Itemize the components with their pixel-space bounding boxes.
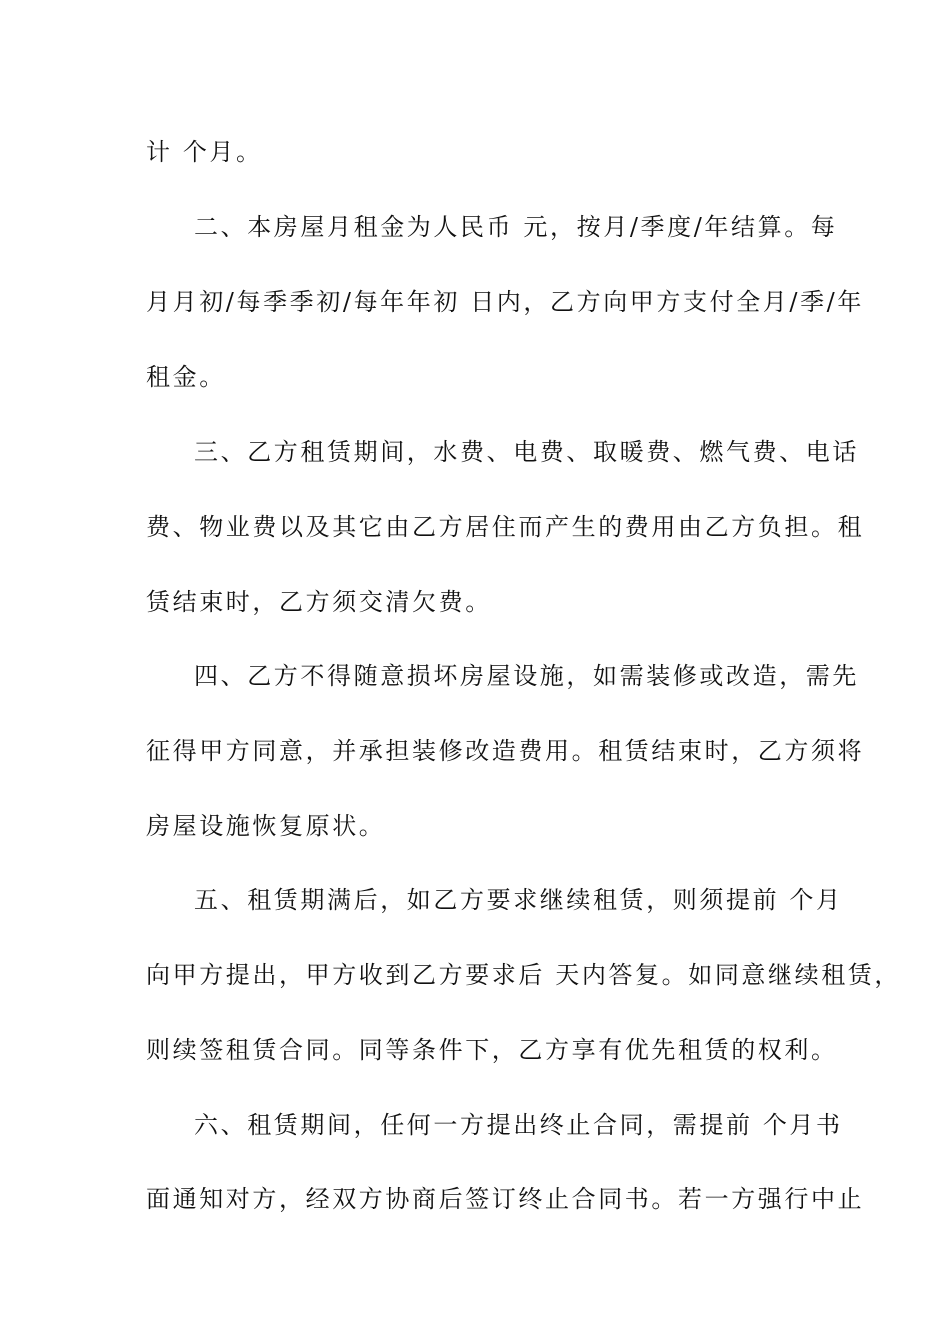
clause-5-line-3: 则续签租赁合同。同等条件下，乙方享有优先租赁的权利。 <box>146 1036 838 1064</box>
clause-4-line-3: 房屋设施恢复原状。 <box>146 812 386 840</box>
clause-2-line-3: 租金。 <box>146 363 226 391</box>
clause-3-line-2: 费、物业费以及其它由乙方居住而产生的费用由乙方负担。租 <box>146 513 865 541</box>
clause-2-line-2: 月月初/每季季初/每年年初 日内，乙方向甲方支付全月/季/年 <box>146 288 864 316</box>
clause-2-line-1: 二、本房屋月租金为人民币 元，按月/季度/年结算。每 <box>194 213 838 241</box>
clause-4-line-2: 征得甲方同意，并承担装修改造费用。租赁结束时，乙方须将 <box>146 737 865 765</box>
text-line-1: 计 个月。 <box>146 138 263 166</box>
clause-4-line-1: 四、乙方不得随意损坏房屋设施，如需装修或改造，需先 <box>194 662 859 690</box>
clause-3-line-1: 三、乙方租赁期间，水费、电费、取暖费、燃气费、电话 <box>194 438 859 466</box>
clause-5-line-2: 向甲方提出，甲方收到乙方要求后 天内答复。如同意继续租赁， <box>146 961 902 989</box>
clause-6-line-2: 面通知对方，经双方协商后签订终止合同书。若一方强行中止 <box>146 1185 865 1213</box>
clause-3-line-3: 赁结束时，乙方须交清欠费。 <box>146 588 492 616</box>
clause-5-line-1: 五、租赁期满后，如乙方要求继续租赁，则须提前 个月 <box>194 886 843 914</box>
clause-6-line-1: 六、租赁期间，任何一方提出终止合同，需提前 个月书 <box>194 1111 843 1139</box>
